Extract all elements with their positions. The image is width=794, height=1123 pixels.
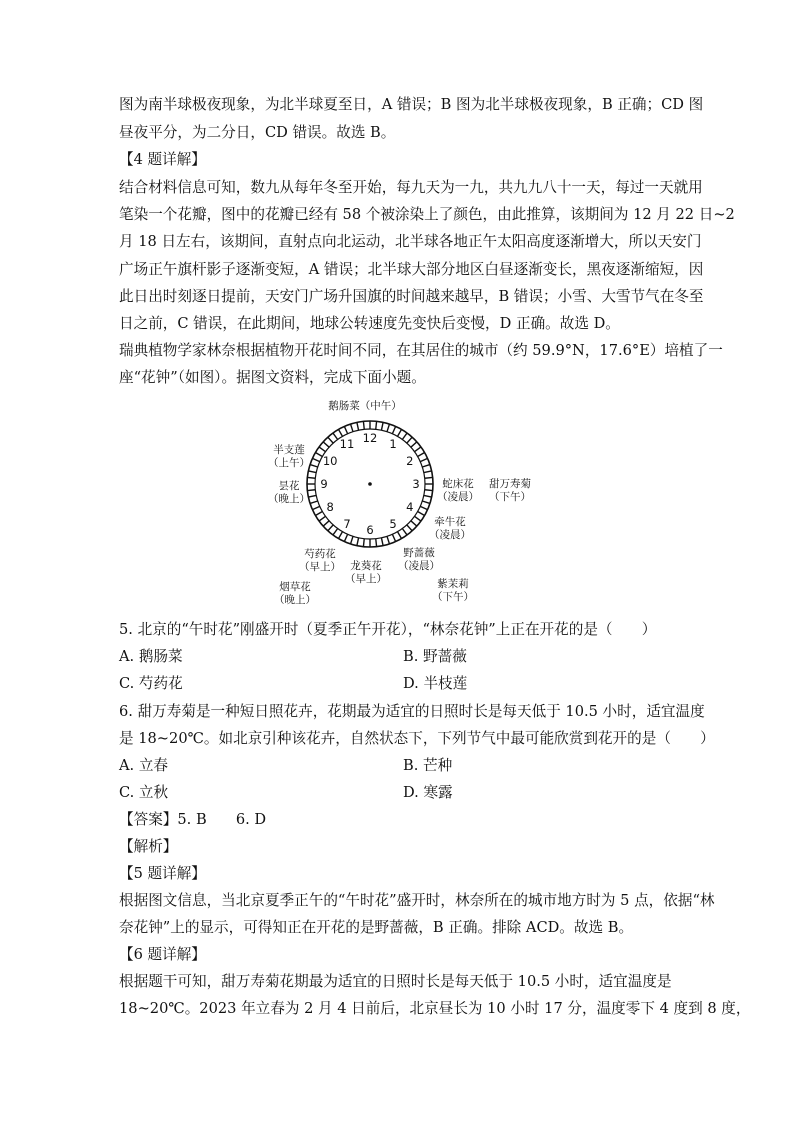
clock-tick (351, 424, 353, 432)
flower-time: （凌晨） (429, 529, 471, 541)
clock-tick (344, 534, 347, 541)
clock-tick (315, 453, 322, 457)
flower-clock-figure (247, 392, 547, 614)
clock-tick (323, 521, 329, 526)
flower-name: 甜万寿菊 (489, 478, 531, 490)
flower-time: （早上） (299, 561, 341, 573)
text-line: 此日出时刻逐日提前，天安门广场升国旗的时间越来越早，B 错误；小雪、大雪节气在冬至 (119, 288, 704, 305)
clock-tick (376, 421, 377, 429)
clock-tick (315, 512, 322, 516)
answer-line: 【答案】5. B 6. D (119, 811, 267, 828)
clock-tick (357, 422, 359, 430)
clock-number: 2 (406, 454, 414, 468)
clock-number: 10 (322, 454, 338, 468)
clock-number: 11 (339, 437, 355, 452)
clock-tick (411, 521, 417, 526)
flower-label-10 (268, 444, 310, 470)
clock-tick (376, 539, 377, 547)
clock-tick (357, 538, 359, 546)
flower-label-5 (398, 547, 440, 573)
clock-tick (319, 516, 325, 521)
clock-tick (411, 442, 417, 447)
text-line: 图为南半球极夜现象，为北半球夏至日，A 错误；B 图为北半球极夜现象，B 正确；CD 图 (119, 96, 704, 113)
text-line: 结合材料信息可知，数九从每年冬至开始，每九天为一九，共九九八十一天，每过一天就用 (119, 179, 703, 196)
flower-time: （早上） (345, 573, 387, 585)
clock-tick (392, 534, 395, 541)
text-line: 日之前，C 错误，在此期间，地球公转速度先变快后变慢，D 正确。故选 D。 (119, 315, 620, 332)
clock-number: 8 (326, 500, 334, 514)
flower-label-8 (274, 581, 316, 607)
flower-name: 昙花 (278, 480, 300, 492)
clock-tick (418, 512, 425, 516)
flower-time: （凌晨） (437, 491, 479, 503)
clock-tick (363, 421, 364, 429)
section-heading: 【5 题详解】 (119, 865, 206, 882)
flower-label-afternoon (489, 478, 531, 504)
clock-tick (319, 447, 325, 452)
clock-tick (402, 433, 407, 439)
clock-tick (310, 465, 318, 467)
clock-tick (328, 525, 333, 531)
clock-tick (414, 516, 420, 521)
clock-tick (420, 506, 427, 509)
clock-tick (381, 422, 383, 430)
flower-label-evening (432, 578, 474, 604)
clock-tick (381, 538, 383, 546)
flower-name: 鹅肠菜 (328, 400, 360, 412)
clock-tick (307, 477, 315, 478)
q5-option-d: D. 半枝莲 (403, 675, 468, 692)
flower-label-3 (437, 478, 479, 504)
question-6-stem-cont: 是 18~20℃。如北京引种该花卉，自然状态下，下列节气中最可能欣赏到花开的是（ ） (119, 730, 715, 747)
clock-tick (333, 433, 338, 439)
text-line: 奈花钟”上的显示，可得知正在开花的是野蔷薇，B 正确。排除 ACD。故选 B。 (119, 919, 634, 936)
text-line: 根据题干可知，甜万寿菊花期最为适宜的日照时长是每天低于 10.5 小时，适宜温度是 (119, 973, 672, 990)
clock-center-dot (368, 482, 372, 486)
clock-number: 5 (389, 516, 397, 531)
clock-tick (323, 442, 329, 447)
clock-tick (312, 458, 319, 461)
clock-tick (392, 426, 395, 433)
clock-tick (310, 501, 318, 503)
flower-name: 野蔷薇 (403, 547, 435, 559)
clock-tick (344, 426, 347, 433)
clock-tick (407, 437, 412, 443)
q6-option-a: A. 立春 (119, 757, 169, 774)
flower-time: （晚上） (268, 493, 310, 505)
flower-label-9 (268, 480, 310, 506)
text-line: 笔染一个花瓣，图中的花瓣已经有 58 个被涂染上了颜色，由此推算，该期间为 12 月 22 日~2 (119, 206, 735, 223)
clock-number: 6 (366, 523, 374, 537)
q6-option-c: C. 立秋 (119, 784, 169, 801)
q6-option-b: B. 芒种 (403, 757, 453, 774)
clock-tick (387, 424, 389, 432)
clock-tick (333, 528, 338, 534)
text-line: 昼夜平分，为二分日，CD 错误。故选 B。 (119, 124, 396, 141)
flower-label-7 (299, 548, 341, 574)
text-line: 座“花钟”（如图）。据图文资料，完成下面小题。 (119, 369, 426, 386)
clock-face (307, 421, 433, 547)
section-heading: 【4 题详解】 (119, 151, 206, 168)
flower-label-noon (328, 400, 402, 413)
text-line: 18~20℃。2023 年立春为 2 月 4 日前后，北京昼长为 10 小时 17 分，温度零下 4 度到 8 度， (119, 1000, 751, 1017)
flower-time: （下午） (432, 591, 474, 603)
clock-tick (328, 437, 333, 443)
clock-tick (308, 471, 316, 473)
q6-option-d: D. 寒露 (403, 784, 453, 801)
clock-number: 12 (362, 431, 378, 445)
flower-name: 芍药花 (304, 548, 336, 560)
clock-tick (402, 528, 407, 534)
clock-tick (422, 465, 430, 467)
clock-tick (424, 495, 432, 497)
clock-number: 3 (412, 477, 420, 491)
clock-tick (398, 532, 402, 539)
clock-number: 7 (343, 516, 351, 531)
flower-name: 蛇床花 (442, 478, 474, 490)
flower-name: 半支莲 (273, 444, 305, 456)
clock-tick (339, 532, 343, 539)
clock-tick (398, 429, 402, 436)
clock-number: 4 (406, 500, 414, 514)
text-line: 月 18 日左右，该期间，直射点向北运动，北半球各地正午太阳高度逐渐增大，所以天安门 (119, 233, 702, 250)
clock-tick (420, 458, 427, 461)
flower-time: （上午） (268, 457, 310, 469)
flower-time: （中午） (359, 400, 402, 412)
flower-time: （下午） (489, 491, 531, 503)
clock-tick (422, 501, 430, 503)
flower-name: 紫茉莉 (437, 578, 469, 590)
flower-name: 龙葵花 (350, 560, 382, 572)
clock-tick (425, 490, 433, 491)
section-heading: 【6 题详解】 (119, 946, 206, 963)
flower-name: 烟草花 (279, 581, 311, 593)
q5-option-b: B. 野蔷薇 (403, 648, 467, 665)
flower-name: 牵牛花 (434, 516, 466, 528)
clock-tick (424, 471, 432, 473)
question-6-stem: 6. 甜万寿菊是一种短日照花卉，花期最为适宜的日照时长是每天低于 10.5 小时，适宜温度 (119, 703, 705, 720)
clock-tick (312, 506, 319, 509)
text-line: 广场正午旗杆影子逐渐变短，A 错误；北半球大部分地区白昼逐渐变长，黑夜逐渐缩短，因 (119, 261, 704, 278)
flower-time: （凌晨） (398, 560, 440, 572)
clock-tick (351, 536, 353, 544)
clock-tick (414, 447, 420, 452)
q5-option-a: A. 鹅肠菜 (119, 648, 183, 665)
text-line: 根据图文信息，当北京夏季正午的“午时花”盛开时，林奈所在的城市地方时为 5 点，依据“林 (119, 892, 715, 909)
clock-tick (363, 539, 364, 547)
text-line: 瑞典植物学家林奈根据植物开花时间不同，在其居住的城市（约 59.9°N，17.6°E）培植了一 (119, 342, 723, 359)
flower-label-6 (345, 560, 387, 586)
flower-time: （晚上） (274, 594, 316, 606)
clock-number: 1 (389, 437, 397, 452)
question-5-stem: 5. 北京的“午时花”刚盛开时（夏季正午开花），“林奈花钟”上正在开花的是（ ） (119, 621, 657, 638)
clock-number: 9 (320, 477, 328, 491)
flower-label-4 (429, 516, 471, 542)
analysis-heading: 【解析】 (119, 838, 178, 855)
clock-tick (407, 525, 412, 531)
q5-option-c: C. 芍药花 (119, 675, 183, 692)
clock-tick (418, 453, 425, 457)
clock-tick (387, 536, 389, 544)
clock-tick (425, 477, 433, 478)
clock-tick (339, 429, 343, 436)
